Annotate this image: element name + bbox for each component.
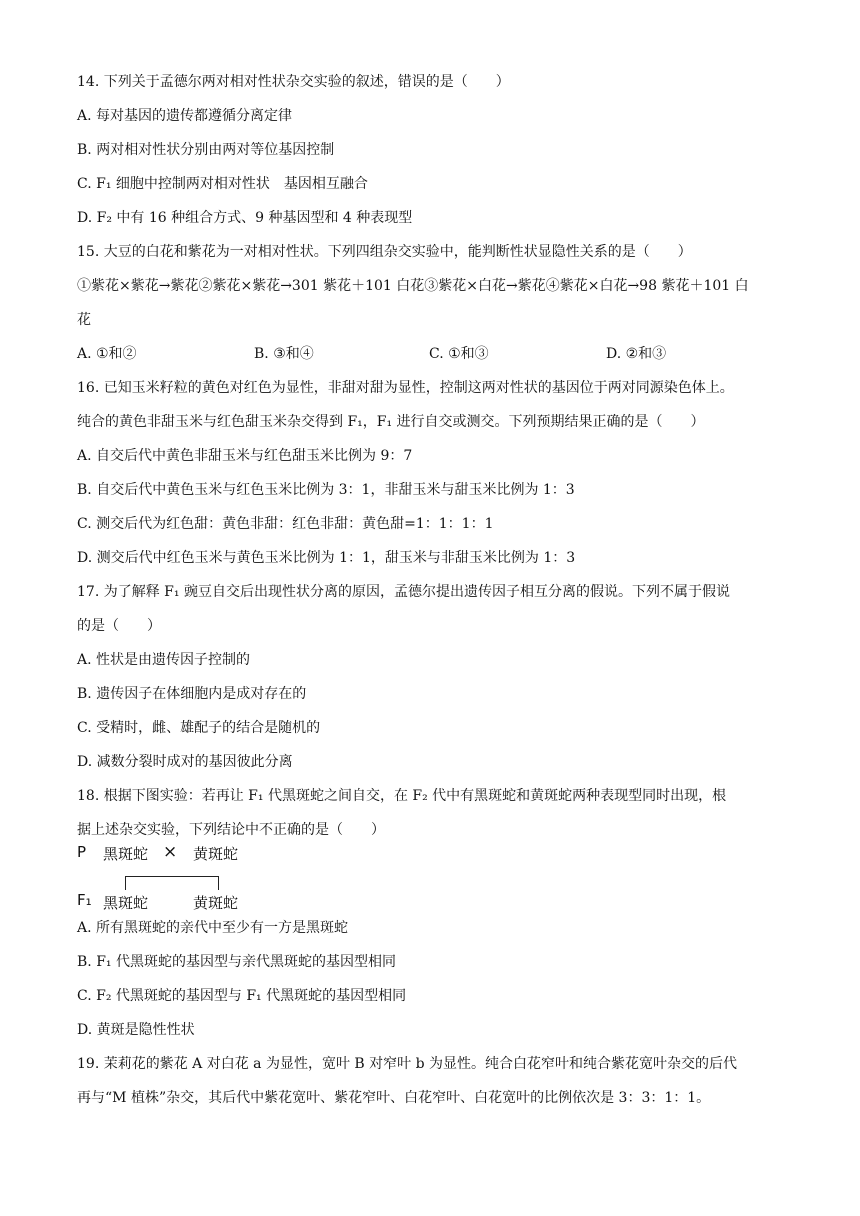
question-18-stem-line-2: 据上述杂交实验，下列结论中不正确的是（ ） <box>77 822 385 838</box>
question-17-stem-line-2: 的是（ ） <box>77 618 161 634</box>
question-18-option-a: A. 所有黑斑蛇的亲代中至少有一方是黑斑蛇 <box>77 920 349 936</box>
diagram-connector-left <box>125 876 126 890</box>
diagram-connector-horizontal <box>125 876 218 877</box>
diagram-f1-black-snake: 黑斑蛇 <box>103 894 149 912</box>
question-14-option-b: B. 两对相对性状分别由两对等位基因控制 <box>77 142 335 158</box>
diagram-f1-label: F₁ <box>77 891 92 909</box>
question-16-stem-line-1: 16. 已知玉米籽粒的黄色对红色为显性，非甜对甜为显性，控制这两对性状的基因位于两对同源染色体上。 <box>77 380 734 396</box>
diagram-p-black-snake: 黑斑蛇 <box>103 845 149 863</box>
diagram-p-label: P <box>77 843 87 861</box>
question-17-option-b: B. 遗传因子在体细胞内是成对存在的 <box>77 686 307 702</box>
question-14-option-d: D. F₂ 中有 16 种组合方式、9 种基因型和 4 种表现型 <box>77 210 413 226</box>
question-15-body-line-1: ①紫花×紫花→紫花②紫花×紫花→301 紫花＋101 白花③紫花×白花→紫花④紫花×白花→98 紫花＋101 白 <box>77 278 749 294</box>
question-15-option-d: D. ②和③ <box>606 346 667 362</box>
question-15-stem: 15. 大豆的白花和紫花为一对相对性状。下列四组杂交实验中，能判断性状显隐性关系的是（ ） <box>77 244 692 260</box>
question-14-stem: 14. 下列关于孟德尔两对相对性状杂交实验的叙述，错误的是（ ） <box>77 74 510 90</box>
question-15-body-line-2: 花 <box>77 312 91 328</box>
question-15-option-c: C. ①和③ <box>429 346 489 362</box>
question-17-option-a: A. 性状是由遗传因子控制的 <box>77 652 251 668</box>
question-14-option-a: A. 每对基因的遗传都遵循分离定律 <box>77 108 293 124</box>
question-15-option-b: B. ③和④ <box>254 346 314 362</box>
question-15-option-a: A. ①和② <box>77 346 137 362</box>
question-17-option-d: D. 减数分裂时成对的基因彼此分离 <box>77 754 293 770</box>
cross-diagram <box>75 842 275 914</box>
diagram-f1-yellow-snake: 黄斑蛇 <box>193 894 239 912</box>
question-15-options <box>77 344 777 364</box>
question-19-stem-line-1: 19. 茉莉花的紫花 A 对白花 a 为显性，宽叶 B 对窄叶 b 为显性。纯合白花窄叶和纯合紫花宽叶杂交的后代 <box>77 1056 738 1072</box>
question-16-option-c: C. 测交后代为红色甜：黄色非甜：红色非甜：黄色甜=1：1：1：1 <box>77 516 494 532</box>
question-19-stem-line-2: 再与“M 植株”杂交，其后代中紫花宽叶、紫花窄叶、白花窄叶、白花宽叶的比例依次是 3：3：1：1。 <box>77 1090 711 1106</box>
diagram-cross-symbol: × <box>163 842 178 862</box>
question-18-option-d: D. 黄斑是隐性性状 <box>77 1022 195 1038</box>
diagram-p-yellow-snake: 黄斑蛇 <box>193 845 239 863</box>
question-16-stem-line-2: 纯合的黄色非甜玉米与红色甜玉米杂交得到 F₁，F₁ 进行自交或测交。下列预期结果正确的是（ ） <box>77 414 705 430</box>
question-17-stem-line-1: 17. 为了解释 F₁ 豌豆自交后出现性状分离的原因，孟德尔提出遗传因子相互分离的假说。下列不属于假说 <box>77 584 730 600</box>
diagram-connector-right <box>218 876 219 890</box>
question-17-option-c: C. 受精时，雌、雄配子的结合是随机的 <box>77 720 321 736</box>
question-18-option-c: C. F₂ 代黑斑蛇的基因型与 F₁ 代黑斑蛇的基因型相同 <box>77 988 407 1004</box>
question-16-option-d: D. 测交后代中红色玉米与黄色玉米比例为 1：1，甜玉米与非甜玉米比例为 1：3 <box>77 550 576 566</box>
question-18-option-b: B. F₁ 代黑斑蛇的基因型与亲代黑斑蛇的基因型相同 <box>77 954 396 970</box>
question-16-option-a: A. 自交后代中黄色非甜玉米与红色甜玉米比例为 9：7 <box>77 448 413 464</box>
question-16-option-b: B. 自交后代中黄色玉米与红色玉米比例为 3：1，非甜玉米与甜玉米比例为 1：3 <box>77 482 575 498</box>
question-14-option-c: C. F₁ 细胞中控制两对相对性状 基因相互融合 <box>77 176 368 192</box>
question-18-stem-line-1: 18. 根据下图实验：若再让 F₁ 代黑斑蛇之间自交，在 F₂ 代中有黑斑蛇和黄斑蛇两种表现型同时出现，根 <box>77 788 727 804</box>
